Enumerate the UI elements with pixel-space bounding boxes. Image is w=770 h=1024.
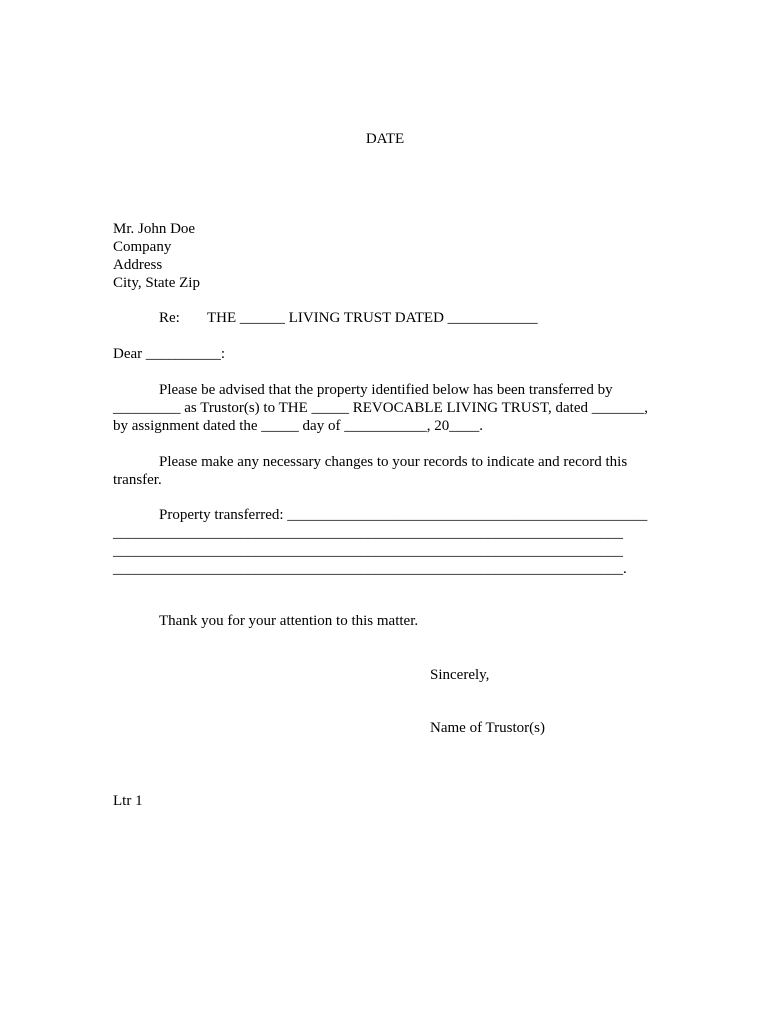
paragraph-line: Please make any necessary changes to your records to indicate and record this	[159, 454, 628, 470]
paragraph-line: transfer.	[113, 472, 162, 488]
letter-date: DATE	[365, 131, 405, 147]
valediction: Sincerely,	[430, 667, 490, 683]
re-subject: THE ______ LIVING TRUST DATED ____________	[207, 310, 538, 326]
property-line: Property transferred: ________________________________________________	[159, 507, 648, 523]
paragraph-line: _________ as Trustor(s) to THE _____ REVOCABLE LIVING TRUST, dated _______,	[113, 400, 648, 416]
re-label: Re:	[159, 310, 180, 326]
paragraph-line: by assignment dated the _____ day of ___________, 20____.	[113, 418, 483, 434]
thank-you-line: Thank you for your attention to this matter.	[159, 613, 419, 629]
signer-name: Name of Trustor(s)	[430, 720, 545, 736]
property-line: ____________________________________________________________________	[113, 543, 623, 559]
salutation: Dear __________:	[113, 346, 226, 362]
letter-reference: Ltr 1	[113, 793, 143, 809]
recipient-address: Address	[113, 257, 163, 273]
paragraph-line: Please be advised that the property identified below has been transferred by	[159, 382, 613, 398]
recipient-company: Company	[113, 239, 172, 255]
recipient-city-state-zip: City, State Zip	[113, 275, 200, 291]
recipient-name: Mr. John Doe	[113, 221, 196, 237]
property-line: ____________________________________________________________________	[113, 525, 623, 541]
property-line: ____________________________________________________________________.	[113, 561, 627, 577]
